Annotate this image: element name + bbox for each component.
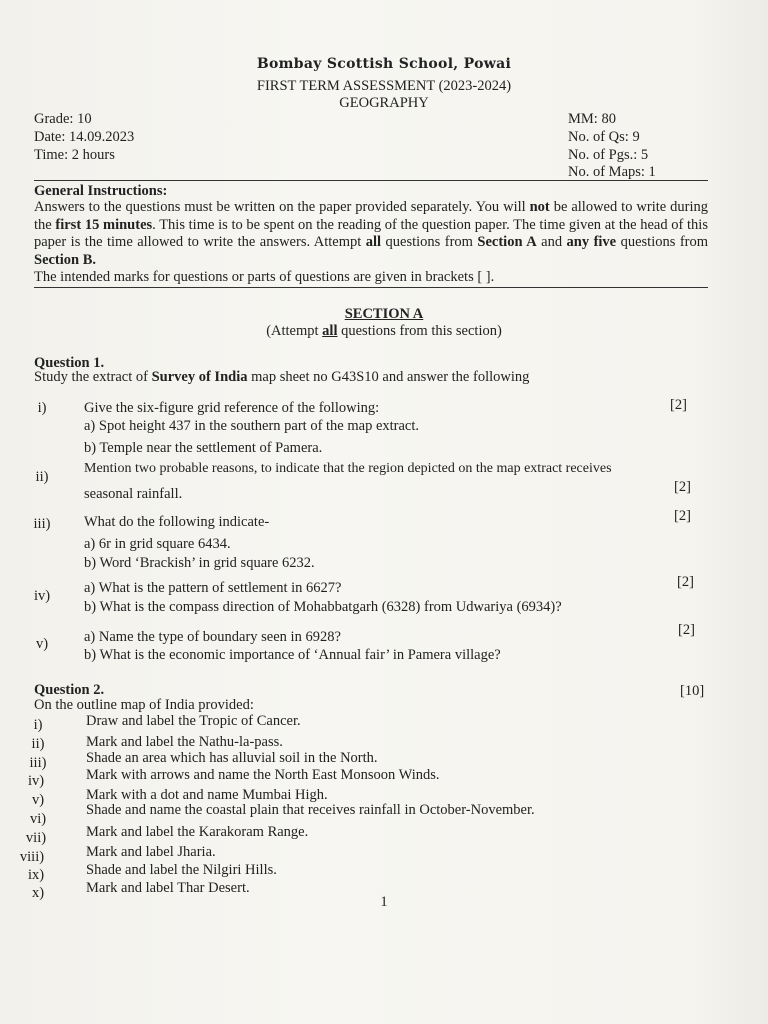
subject-title: GEOGRAPHY	[339, 95, 429, 111]
q2-item-number: iv)	[27, 773, 45, 789]
max-marks: MM: 80	[568, 111, 616, 127]
num-maps: No. of Maps: 1	[568, 164, 656, 180]
q1-part-marks: [2]	[674, 479, 691, 495]
num-questions: No. of Qs: 9	[568, 129, 640, 145]
question-1-intro: Study the extract of Survey of India map sheet no G43S10 and answer the following	[34, 369, 530, 385]
exam-title: FIRST TERM ASSESSMENT (2023-2024)	[256, 78, 512, 94]
q2-item-text: Mark and label the Karakoram Range.	[86, 824, 309, 840]
question-2-marks: [10]	[680, 683, 705, 699]
instructions-paragraph: Answers to the questions must be written on the paper provided separately. You will not be allowed to write during the first 15 minutes. This time is to be spent on the reading of the question paper. The time given at the head of this paper is the time allowed to write the answers. Attempt all questions from Section A and any five questions from Section B.	[34, 199, 709, 268]
q1-part-text: Mention two probable reasons, to indicate that the region depicted on the map extract receives	[84, 461, 612, 476]
q1-part-text: a) Spot height 437 in the southern part of the map extract.	[84, 418, 420, 434]
q2-item-text: Shade and name the coastal plain that receives rainfall in October-November.	[86, 802, 535, 818]
q2-item-text: Mark with arrows and name the North East Monsoon Winds.	[86, 767, 440, 783]
q1-part-text: Give the six-figure grid reference of the following:	[84, 400, 380, 416]
num-pages: No. of Pgs.: 5	[568, 147, 649, 163]
q2-item-number: ii)	[31, 736, 45, 752]
q1-part-text: seasonal rainfall.	[84, 486, 183, 502]
q2-item-number: vi)	[29, 811, 47, 827]
page-number: 1	[380, 894, 388, 910]
q1-part-number: ii)	[35, 469, 49, 485]
q2-item-text: Draw and label the Tropic of Cancer.	[86, 713, 301, 729]
q1-part-number: i)	[37, 400, 47, 416]
school-name: Bombay Scottish School, Powai	[256, 56, 512, 72]
q2-item-number: x)	[31, 885, 45, 901]
q2-item-number: v)	[31, 792, 45, 808]
question-2-title: Question 2.	[34, 682, 105, 698]
q1-part-number: iv)	[33, 588, 51, 604]
time-label: Time: 2 hours	[34, 147, 115, 163]
q2-item-number: ix)	[27, 867, 45, 883]
q1-part-marks: [2]	[677, 574, 694, 590]
q2-item-text: Shade and label the Nilgiri Hills.	[86, 862, 277, 878]
grade-label: Grade: 10	[34, 111, 92, 127]
q2-item-number: viii)	[19, 849, 45, 865]
q1-part-text: a) Name the type of boundary seen in 6928?	[84, 629, 341, 645]
q1-part-text: b) Temple near the settlement of Pamera.	[84, 440, 323, 456]
q1-part-number: v)	[35, 636, 49, 652]
question-1-title: Question 1.	[34, 355, 105, 371]
q1-part-text: a) 6r in grid square 6434.	[84, 536, 231, 552]
q1-part-text: a) What is the pattern of settlement in 6627?	[84, 580, 342, 596]
q1-part-text: b) What is the compass direction of Mohabbatgarh (6328) from Udwariya (6934)?	[84, 599, 562, 615]
q1-part-text: b) What is the economic importance of ‘Annual fair’ in Pamera village?	[84, 647, 501, 663]
q2-item-text: Mark and label Jharia.	[86, 844, 216, 860]
section-a-subtitle: (Attempt all questions from this section)	[266, 323, 502, 339]
section-a-title: SECTION A	[344, 306, 424, 322]
q1-part-text: What do the following indicate-	[84, 514, 270, 530]
question-2-intro: On the outline map of India provided:	[34, 697, 254, 713]
q2-item-text: Shade an area which has alluvial soil in the North.	[86, 750, 378, 766]
q1-part-number: iii)	[33, 516, 51, 532]
instructions-marks-note: The intended marks for questions or parts of questions are given in brackets [ ].	[34, 269, 495, 285]
instructions-divider	[34, 287, 708, 288]
q1-part-marks: [2]	[678, 622, 695, 638]
header-divider	[34, 180, 708, 181]
q2-item-text: Mark with a dot and name Mumbai High.	[86, 787, 328, 803]
date-label: Date: 14.09.2023	[34, 129, 135, 145]
q2-item-text: Mark and label Thar Desert.	[86, 880, 250, 896]
q2-item-number: iii)	[29, 755, 47, 771]
q1-part-marks: [2]	[674, 508, 691, 524]
q1-part-marks: [2]	[670, 397, 687, 413]
q2-item-text: Mark and label the Nathu-la-pass.	[86, 734, 283, 750]
q2-item-number: i)	[33, 717, 43, 733]
instructions-title: General Instructions:	[34, 183, 168, 199]
q2-item-number: vii)	[25, 830, 47, 846]
q1-part-text: b) Word ‘Brackish’ in grid square 6232.	[84, 555, 315, 571]
